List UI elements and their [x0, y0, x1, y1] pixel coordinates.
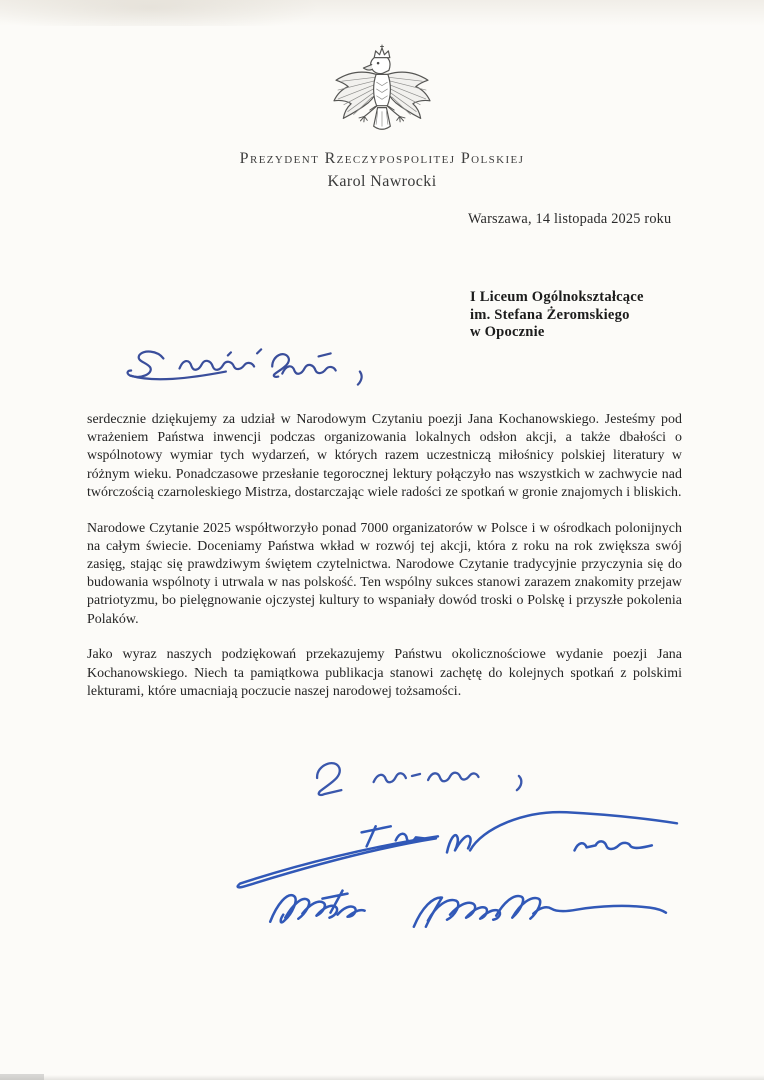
letterhead-president-name: Karol Nawrocki — [327, 173, 437, 190]
paragraph-narodowe-czytanie: Narodowe Czytanie 2025 współtworzyło ponad 7000 organizatorów w Polsce i w ośrodkach polonijnych na całym świecie. Doceniamy Państwa wkład w rozwój tej akcji, która z roku na rok zwiększa swój zasięg, stając się prawdziwym świętem czytelnictwa. Narodowe Czytanie tradycyjnie przyczynia się do budowania wspólnoty i utrwala w nas polskość. Ten wspólny sukces stanowi zarazem znakomity przejaw patriotyzmu, bo pielęgnowanie ojczystej kultury to wspaniały dowód troski o Polskę i przyszłe pokolenia Polaków. — [87, 520, 682, 627]
recipient-line-2: im. Stefana Żeromskiego — [470, 306, 630, 323]
scan-edge-corner — [0, 1074, 44, 1080]
recipient-line-3: w Opocznie — [470, 324, 545, 341]
scan-edge-top — [0, 0, 764, 26]
polish-eagle-emblem — [328, 44, 436, 138]
recipient-block — [470, 289, 644, 342]
letterhead-office-title: Prezydent Rzeczypospolitej Polskiej — [239, 150, 525, 167]
handwritten-closing — [303, 751, 535, 803]
scan-edge-bottom — [0, 1075, 764, 1080]
paragraph-gift: Jako wyraz naszych podziękowań przekazujemy Państwu okolicznościowe wydanie poezji Jana Kochanowskiego. Niech ta pamiątkowa publikacja stanowi zachętę do kolejnych spotkań z polskimi lekturami, które umacniają poczucie naszej narodowej tożsamości. — [87, 647, 682, 699]
dateline: Warszawa, 14 listopada 2025 roku — [468, 211, 672, 227]
recipient-line-1: I Liceum Ogólnokształcące — [470, 289, 644, 305]
letter-body — [87, 411, 682, 719]
handwritten-signature — [223, 800, 685, 936]
handwritten-greeting — [113, 344, 375, 390]
paragraph-thanks: serdecznie dziękujemy za udział w Narodowym Czytaniu poezji Jana Kochanowskiego. Jesteśmy pod wrażeniem Państwa inwencji podczas organizowania lokalnych odsłon akcji, a także dbałości o wspólnotowy wymiar tych wydarzeń, w których razem uczestniczą miłośnicy polskiej literatury w różnym wieku. Ponadczasowe przesłanie tegorocznej lektury połączyło nas wszystkich w zachwycie nad twórczością czarnoleskiego Mistrza, dostarczając wiele radości ze spotkań w gronie znajomych i bliskich. — [87, 412, 682, 500]
